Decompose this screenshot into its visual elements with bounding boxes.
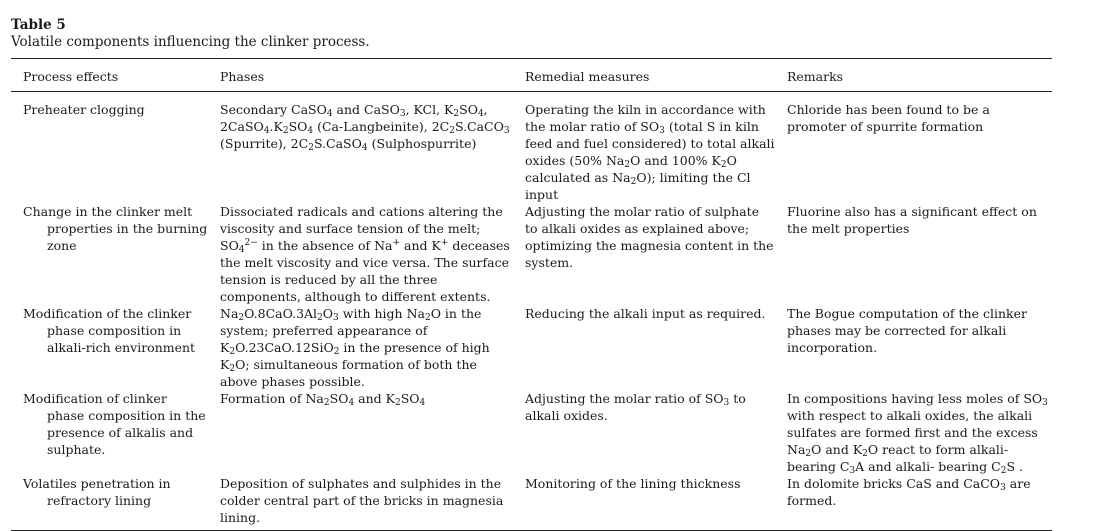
cell-remarks: In compositions having less moles of $SO_3$ with respect to alkali oxides, the alkali sulfates are formed first and the excess $Na_2O$ and $K_2O$ react to form alkali-bearing $C_3A$ and alkali- bearing $C_2S$ .	[787, 391, 1048, 476]
table-cell	[11, 92, 208, 204]
table-cell	[11, 203, 208, 305]
table-body	[11, 92, 1052, 531]
cell-remarks: Fluorine also has a significant effect on the melt properties	[787, 204, 1037, 236]
table-row	[11, 390, 1052, 475]
table-label: Table 5	[11, 17, 66, 33]
table-row	[11, 475, 1052, 531]
cell-remedial-measures: Operating the kiln in accordance with the molar ratio of $SO_3$ (total S in kiln feed and fuel considered) to total alkali oxides (50% $Na_2O$ and 100% $K_2O$ calculated as $Na_2O$); limiting the Cl input	[525, 102, 775, 202]
cell-process-effect: Preheater clogging	[23, 102, 145, 117]
cell-phases: $Na_2O.8CaO.3Al_2O_3$ with high $Na_2O$ in the system; preferred appearance of $K_2O.23CaO.12SiO_2$ in the presence of high $K_2O$; simultaneous formation of both the above phases possible.	[220, 306, 490, 389]
table-cell	[11, 305, 208, 390]
table-cell	[11, 475, 208, 531]
cell-remarks: The Bogue computation of the clinker phases may be corrected for alkali incorporation.	[787, 306, 1027, 355]
table-row	[11, 92, 1052, 204]
header-remedial-measures: Remedial measures	[525, 69, 650, 84]
table-row	[11, 203, 1052, 305]
table-row	[11, 305, 1052, 390]
table-cell	[11, 390, 208, 475]
table-title: Volatile components influencing the clinker process.	[11, 34, 370, 50]
header-phases: Phases	[220, 69, 265, 84]
cell-remarks: In dolomite bricks CaS and CaCO$_3$ are formed.	[787, 476, 1031, 508]
cell-phases: Deposition of sulphates and sulphides in the colder central part of the bricks in magnesia lining.	[220, 476, 504, 525]
header-process-effects: Process effects	[23, 69, 119, 84]
cell-phases: Secondary CaSO$_4$ and CaSO$_3$, KCl, $K_2SO_4$, $2CaSO_4.K_2SO_4$ (Ca-Langbeinite), $2C_2S.CaCO_3$ (Spurrite), $2C_2S.CaSO_4$ (Sulphospurrite)	[220, 102, 510, 153]
header-row	[11, 59, 1052, 92]
cell-remarks: Chloride has been found to be a promoter of spurrite formation	[787, 102, 990, 134]
cell-phases: Formation of $Na_2SO_4$ and $K_2SO_4$	[220, 391, 426, 408]
header-remarks: Remarks	[787, 69, 844, 84]
data-table	[11, 58, 1052, 531]
cell-remedial-measures: Monitoring of the lining thickness	[525, 476, 741, 491]
cell-remedial-measures: Adjusting the molar ratio of sulphate to alkali oxides as explained above; optimizing the magnesia content in the system.	[525, 204, 774, 270]
cell-process-effect: Modification of the clinker phase composition in alkali-rich environment	[23, 306, 196, 355]
cell-process-effect: Change in the clinker melt properties in the burning zone	[23, 204, 208, 253]
cell-remedial-measures: Reducing the alkali input as required.	[525, 306, 766, 321]
table-header	[11, 59, 1052, 92]
cell-remedial-measures: Adjusting the molar ratio of $SO_3$ to alkali oxides.	[525, 391, 746, 423]
cell-process-effect: Modification of clinker phase composition in the presence of alkalis and sulphate.	[23, 391, 206, 457]
cell-process-effect: Volatiles penetration in refractory lining	[23, 476, 171, 508]
cell-phases: Dissociated radicals and cations altering the viscosity and surface tension of the melt; $SO_4^{2-}$ in the absence of Na+ and K+ deceases the melt viscosity and vice versa. The surface tension is reduced by all the three components, although to different extents.	[220, 204, 510, 304]
table-caption	[11, 17, 370, 51]
